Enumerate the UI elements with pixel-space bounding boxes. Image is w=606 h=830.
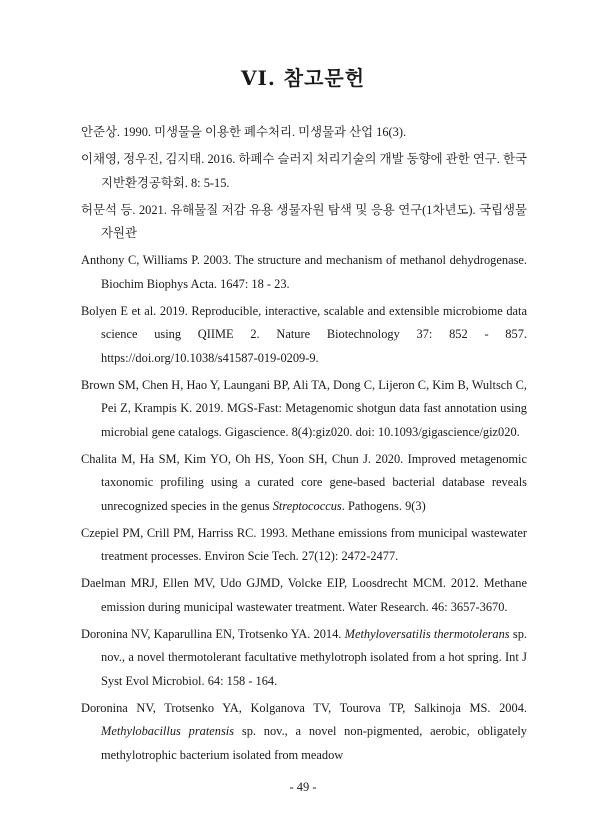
reference-item: Czepiel PM, Crill PM, Harriss RC. 1993. Methane emissions from municipal wastewater treatment processes. Environ Scie Tech. 27(12): 2472-2477. [81, 525, 527, 563]
reference-item: Anthony C, Williams P. 2003. The structure and mechanism of methanol dehydrogenase. Biochim Biophys Acta. 1647: 18 - 23. [81, 253, 527, 291]
reference-list [81, 121, 527, 771]
reference-item: 허문석 등. 2021. 유해물질 저감 유용 생물자원 탐색 및 응용 연구(1차년도). 국립생물자원관 [81, 202, 527, 240]
reference-item: Brown SM, Chen H, Hao Y, Laungani BP, Ali TA, Dong C, Lijeron C, Kim B, Wultsch C, Pei Z, Krampis K. 2019. MGS-Fast: Metagenomic shotgun data fast annotation using microbial gene catalogs. Gigascience. 8(4):giz020. doi: 10.1093/gigascience/giz020. [81, 377, 527, 439]
page-title: VI. 참고문헌 [240, 66, 366, 90]
species-name: Methyloversatilis thermotolerans [344, 626, 510, 641]
reference-item: Doronina NV, Kaparullina EN, Trotsenko YA. 2014. Methyloversatilis thermotolerans sp. nov., a novel thermotolerant facultative methylotroph isolated from a hot spring. Int J Syst Evol Microbiol. 64: 158 - 164. [81, 626, 528, 688]
page-number: - 49 - [289, 780, 317, 794]
reference-item: 안준상. 1990. 미생물을 이용한 폐수처리. 미생물과 산업 16(3). [81, 125, 407, 139]
reference-item: Daelman MRJ, Ellen MV, Udo GJMD, Volcke EIP, Loosdrecht MCM. 2012. Methane emission during municipal wastewater treatment. Water Research. 46: 3657-3670. [81, 576, 527, 614]
reference-item: Bolyen E et al. 2019. Reproducible, interactive, scalable and extensible microbiome data science using QIIME 2. Nature Biotechnology 37: 852 - 857. https://doi.org/10.1038/s41587-019-0209-9. [81, 303, 527, 365]
reference-item: Doronina NV, Trotsenko YA, Kolganova TV, Tourova TP, Salkinoja MS. 2004. Methylobacillus pratensis sp. nov., a novel non-pigmented, aerobic, obligately methylotrophic bacterium isolated from meadow [81, 700, 527, 762]
reference-item: Chalita M, Ha SM, Kim YO, Oh HS, Yoon SH, Chun J. 2020. Improved metagenomic taxonomic profiling using a curated core gene-based bacterial database reveals unrecognized species in the genus Streptococcus. Pathogens. 9(3) [81, 451, 527, 513]
reference-item: 이채영, 정우진, 김지태. 2016. 하폐수 슬러지 처리기술의 개발 동향에 관한 연구. 한국지반환경공학회. 8: 5-15. [81, 152, 527, 190]
species-name: Streptococcus [272, 498, 342, 513]
species-name: Methylobacillus pratensis [101, 724, 235, 738]
